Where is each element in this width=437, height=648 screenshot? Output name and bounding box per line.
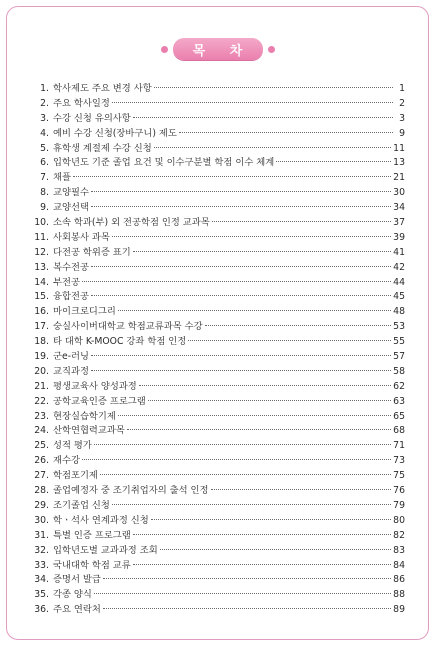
toc-entry-number: 18. [34,336,49,348]
toc-dot-leader [112,504,391,505]
toc-entry-page-number: 79 [393,499,405,511]
toc-entry[interactable] [34,395,405,410]
toc-entry-label: 교직과정 [53,365,89,377]
toc-entry-page-number: 9 [399,127,405,139]
toc-entry[interactable] [34,335,405,350]
toc-entry-page-number: 39 [393,231,405,243]
toc-entry-number: 29. [34,499,49,511]
toc-entry-number: 27. [34,470,49,482]
toc-entry-page-number: 71 [393,440,405,452]
toc-entry-number: 31. [34,529,49,541]
toc-entry-number: 13. [34,261,49,273]
toc-entry-number: 35. [34,589,49,601]
toc-dot-leader [91,370,391,371]
toc-dot-leader [91,206,391,207]
toc-entry-page-number: 37 [393,217,405,229]
toc-entry-number: 15. [34,291,49,303]
toc-entry-label: 휴학생 계절제 수강 신청 [53,142,152,154]
toc-entry[interactable] [34,127,405,142]
toc-entry-page-number: 45 [393,291,405,303]
toc-entry-number: 2. [40,97,49,109]
toc-dot-leader [160,549,391,550]
toc-entry-label: 산학연협력교과목 [53,425,125,437]
toc-entry[interactable] [34,573,405,588]
toc-entry-page-number: 82 [393,529,405,541]
toc-entry-label: 타 대학 K-MOOC 강좌 학점 인정 [53,336,187,348]
toc-entry-label: 학사제도 주요 변경 사항 [53,83,152,94]
toc-entry-number: 34. [34,574,49,586]
toc-entry-page-number: 58 [393,365,405,377]
toc-entry-number: 11. [34,231,49,243]
toc-entry-label: 부전공 [53,276,80,288]
toc-entry-page-number: 80 [393,514,405,526]
toc-entry-number: 21. [34,380,49,392]
toc-entry-label: 학점포기제 [53,470,98,482]
toc-entry[interactable] [34,469,405,484]
toc-dot-leader [73,176,391,177]
toc-entry-label: 각종 양식 [53,589,92,601]
toc-dot-leader [179,132,393,133]
toc-entry[interactable] [34,603,405,618]
toc-entry[interactable] [34,559,405,574]
toc-entry-number: 36. [34,604,49,616]
toc-entry-label: 채플 [53,172,71,184]
toc-entry-label: 융합전공 [53,291,89,303]
toc-entry-label: 국내대학 학점 교류 [53,559,131,571]
toc-entry[interactable] [34,246,405,261]
toc-entry-label: 특별 인증 프로그램 [53,529,131,541]
toc-entry[interactable] [34,544,405,559]
toc-entry-number: 23. [34,410,49,422]
toc-dot-leader [133,251,391,252]
toc-entry-page-number: 41 [393,246,405,258]
toc-entry-number: 6. [40,157,49,169]
toc-entry-page-number: 76 [393,485,405,497]
toc-entry[interactable] [34,201,405,216]
toc-entry-page-number: 86 [393,574,405,586]
toc-entry-label: 예비 수강 신청(장바구니) 제도 [53,127,177,139]
toc-entry-page-number: 84 [393,559,405,571]
toc-dot-leader [133,564,391,565]
toc-entry-page-number: 57 [393,351,405,363]
toc-dot-leader [118,310,391,311]
toc-entry-page-number: 13 [393,157,405,169]
toc-entry-number: 1. [40,83,49,94]
toc-entry[interactable] [34,261,405,276]
toc-entry-label: 조기졸업 신청 [53,499,110,511]
toc-dot-leader [148,400,391,401]
toc-entry-page-number: 30 [393,187,405,199]
table-of-contents [34,82,405,618]
toc-entry[interactable] [34,365,405,380]
toc-entry-page-number: 11 [393,142,405,154]
toc-dot-leader [276,161,391,162]
toc-dot-leader [212,221,391,222]
toc-dot-leader [82,459,391,460]
toc-entry[interactable] [34,305,405,320]
toc-entry[interactable] [34,320,405,335]
toc-entry[interactable] [34,156,405,171]
toc-entry-label: 공학교육인증 프로그램 [53,395,146,407]
toc-entry[interactable] [34,424,405,439]
toc-entry[interactable] [34,290,405,305]
toc-entry[interactable] [34,276,405,291]
title-banner [7,37,428,61]
toc-entry[interactable] [34,514,405,529]
toc-entry-number: 17. [34,321,49,333]
toc-entry-number: 24. [34,425,49,437]
toc-dot-leader [211,489,392,490]
toc-entry-number: 8. [40,187,49,199]
toc-dot-leader [91,355,391,356]
toc-dot-leader [133,117,393,118]
toc-entry-label: 재수강 [53,455,80,467]
toc-entry-label: 사회봉사 과목 [53,231,110,243]
toc-dot-leader [91,191,391,192]
toc-dot-leader [91,266,391,267]
toc-entry-page-number: 2 [399,97,405,109]
toc-dot-leader [82,281,391,282]
toc-entry-number: 10. [34,217,49,229]
toc-dot-leader [151,519,391,520]
toc-entry-number: 33. [34,559,49,571]
toc-entry-number: 20. [34,365,49,377]
toc-entry-page-number: 21 [393,172,405,184]
toc-entry-label: 복수전공 [53,261,89,273]
toc-entry-number: 22. [34,395,49,407]
toc-entry-label: 증명서 발급 [53,574,101,586]
toc-entry-number: 32. [34,544,49,556]
page-title: 목 차 [192,43,253,59]
toc-entry[interactable] [34,112,405,127]
toc-entry-label: 마이크로디그리 [53,306,116,318]
toc-entry[interactable] [34,350,405,365]
toc-dot-leader [103,578,391,579]
toc-entry-page-number: 1 [399,83,405,94]
toc-dot-leader [188,340,391,341]
toc-dot-leader [100,474,391,475]
toc-entry-label: 평생교육사 양성과정 [53,380,137,392]
toc-entry-label: 입학년도별 교과과정 조회 [53,544,158,556]
toc-entry-number: 4. [40,127,49,139]
toc-entry-label: 성적 평가 [53,440,92,452]
toc-entry-number: 16. [34,306,49,318]
toc-dot-leader [112,102,393,103]
toc-entry-label: 숭실사이버대학교 학점교류과목 수강 [53,321,203,333]
toc-entry-label: 군e-러닝 [53,351,90,363]
toc-entry[interactable] [34,454,405,469]
toc-entry-label: 주요 학사일정 [53,97,110,109]
toc-entry-label: 입학년도 기준 졸업 요건 및 이수구분별 학점 이수 체계 [53,157,275,169]
toc-entry-page-number: 34 [393,202,405,214]
toc-entry-label: 소속 학과(부) 외 전공학점 인정 교과목 [53,217,210,229]
toc-entry[interactable] [34,439,405,454]
toc-entry-page-number: 63 [393,395,405,407]
toc-entry-number: 25. [34,440,49,452]
toc-entry[interactable] [34,380,405,395]
toc-entry-number: 19. [34,351,49,363]
toc-entry-page-number: 48 [393,306,405,318]
toc-dot-leader [139,385,391,386]
toc-entry-page-number: 42 [393,261,405,273]
toc-dot-leader [154,87,393,88]
toc-entry-page-number: 44 [393,276,405,288]
toc-dot-leader [154,147,391,148]
toc-entry-page-number: 75 [393,470,405,482]
toc-entry[interactable] [34,410,405,425]
toc-entry-label: 졸업예정자 중 조기취업자의 출석 인정 [53,485,209,497]
toc-entry-label: 주요 연락처 [53,604,101,616]
toc-entry[interactable] [34,231,405,246]
toc-entry[interactable] [34,186,405,201]
toc-entry-page-number: 73 [393,455,405,467]
toc-entry-label: 다전공 학위증 표기 [53,246,131,258]
toc-entry[interactable] [34,142,405,157]
toc-dot-leader [118,415,391,416]
toc-dot-leader [127,429,391,430]
toc-entry-page-number: 55 [393,336,405,348]
toc-entry[interactable] [34,82,405,97]
toc-entry-page-number: 83 [393,544,405,556]
toc-dot-leader [112,236,391,237]
toc-entry-number: 28. [34,485,49,497]
toc-dot-leader [91,295,391,296]
toc-entry-page-number: 3 [399,112,405,124]
toc-entry-page-number: 65 [393,410,405,422]
toc-entry[interactable] [34,97,405,112]
toc-entry-label: 수강 신청 유의사항 [53,112,131,124]
toc-entry[interactable] [34,499,405,514]
toc-entry-page-number: 89 [393,604,405,616]
title-pill [173,38,263,60]
toc-entry-number: 7. [40,172,49,184]
toc-entry-label: 현장실습학기제 [53,410,116,422]
toc-entry-number: 9. [40,202,49,214]
toc-entry-number: 12. [34,246,49,258]
toc-entry[interactable] [34,171,405,186]
toc-dot-leader [94,444,391,445]
toc-entry-number: 5. [40,142,49,154]
toc-entry-label: 학ㆍ석사 연계과정 신청 [53,514,149,526]
toc-entry[interactable] [34,529,405,544]
toc-entry-number: 14. [34,276,49,288]
toc-dot-leader [103,608,391,609]
toc-entry-number: 3. [40,112,49,124]
toc-dot-leader [205,325,392,326]
toc-entry-label: 교양필수 [53,187,89,199]
toc-entry[interactable] [34,216,405,231]
toc-entry[interactable] [34,588,405,603]
toc-entry-label: 교양선택 [53,202,89,214]
toc-entry-page-number: 53 [393,321,405,333]
toc-entry-number: 30. [34,514,49,526]
toc-entry-number: 26. [34,455,49,467]
toc-entry-page-number: 68 [393,425,405,437]
toc-entry-page-number: 88 [393,589,405,601]
toc-dot-leader [133,534,391,535]
toc-entry[interactable] [34,484,405,499]
toc-entry-page-number: 62 [393,380,405,392]
toc-dot-leader [94,593,391,594]
